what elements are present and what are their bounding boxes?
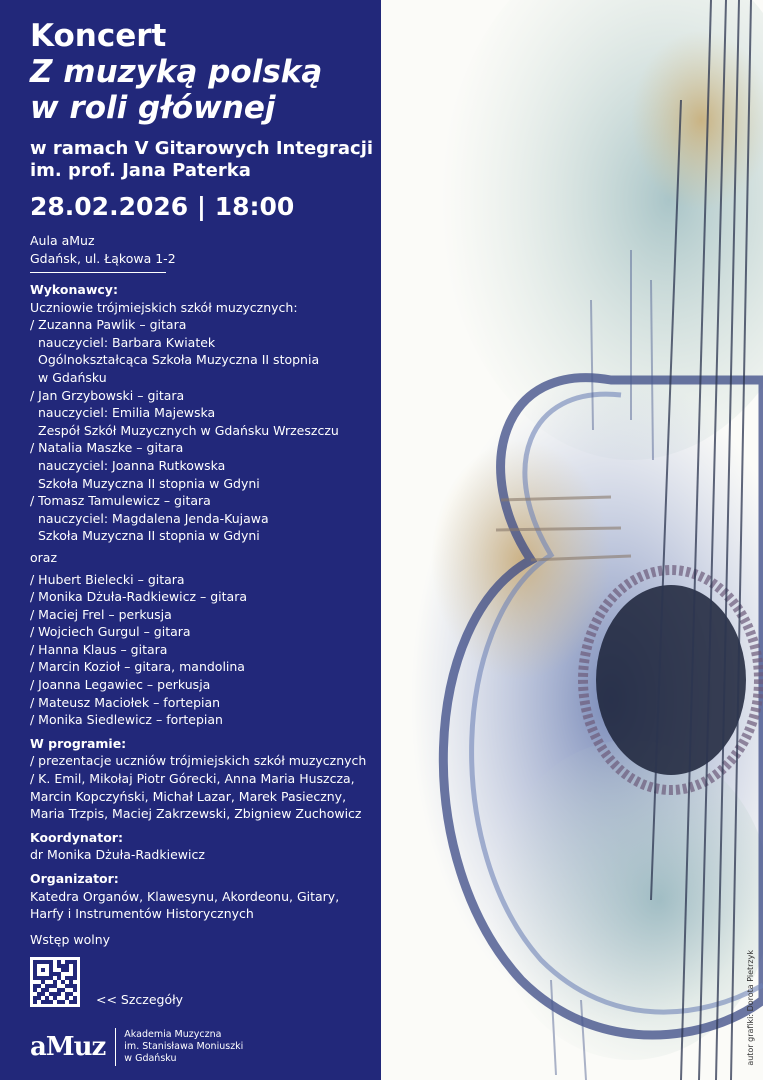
- list-item: Szkoła Muzyczna II stopnia w Gdyni: [38, 475, 260, 491]
- program-section: [30, 735, 381, 823]
- list-item: / prezentacje uczniów trójmiejskich szkół muzycznych: [30, 753, 367, 769]
- list-item: / Zuzanna Pawlik – gitara: [30, 317, 187, 333]
- academy-name: [124, 1029, 243, 1065]
- student-list: [30, 316, 381, 545]
- performers-label: Wykonawcy:: [30, 282, 118, 297]
- list-item: Zespół Szkół Muzycznych w Gdańsku Wrzeszczu: [38, 422, 339, 438]
- footer-logo: [30, 1028, 243, 1066]
- organizer-line-1: Katedra Organów, Klawesynu, Akordeonu, Gitary,: [30, 888, 340, 904]
- list-item: nauczyciel: Emilia Majewska: [38, 405, 216, 421]
- qr-module: [73, 1000, 77, 1004]
- list-item: w Gdańsku: [38, 369, 107, 385]
- list-item: / Jan Grzybowski – gitara: [30, 387, 185, 403]
- program-label: W programie:: [30, 735, 127, 751]
- list-item: / Wojciech Gurgul – gitara: [30, 624, 191, 640]
- list-item: / Hanna Klaus – gitara: [30, 641, 168, 657]
- qr-pattern: [33, 960, 77, 1004]
- organizer-section: [30, 870, 381, 923]
- qr-row: [30, 957, 183, 1007]
- performers-intro: Uczniowie trójmiejskich szkół muzycznych:: [30, 299, 298, 315]
- venue-name: Aula aMuz: [30, 233, 95, 248]
- list-item: / K. Emil, Mikołaj Piotr Górecki, Anna Maria Huszcza,: [30, 771, 355, 787]
- list-item: nauczyciel: Joanna Rutkowska: [38, 457, 226, 473]
- academy-line-2: im. Stanisława Moniuszki: [124, 1041, 244, 1052]
- organizer-label: Organizator:: [30, 871, 119, 886]
- academy-line-3: w Gdańsku: [124, 1053, 177, 1064]
- subtitle-line-2: im. prof. Jana Paterka: [30, 160, 251, 181]
- list-item: / Maciej Frel – perkusja: [30, 606, 172, 622]
- amuz-logo: aMuz: [30, 1032, 106, 1062]
- venue: [30, 232, 381, 268]
- list-item: / Monika Siedlewicz – fortepian: [30, 712, 223, 728]
- divider: [30, 272, 166, 273]
- details-link[interactable]: << Szczegóły: [96, 992, 184, 1007]
- organizer-line-2: Harfy i Instrumentów Historycznych: [30, 906, 254, 922]
- title-line-3: w roli głównej: [30, 90, 276, 126]
- event-datetime: 28.02.2026 | 18:00: [30, 192, 295, 221]
- info-panel: [0, 0, 381, 1080]
- oraz-label: oraz: [30, 549, 58, 565]
- coordinator-label: Koordynator:: [30, 829, 123, 845]
- list-item: nauczyciel: Magdalena Jenda-Kujawa: [38, 510, 269, 526]
- list-item: / Hubert Bielecki – gitara: [30, 571, 185, 587]
- list-item: / Marcin Kozioł – gitara, mandolina: [30, 659, 245, 675]
- coordinator-section: [30, 829, 381, 864]
- list-item: Ogólnokształcąca Szkoła Muzyczna II stopnia: [38, 352, 320, 368]
- artwork-credit: autor grafiki: Dorota Pietrzyk: [746, 950, 755, 1066]
- title-line-2: Z muzyką polską: [30, 54, 323, 90]
- list-item: nauczyciel: Barbara Kwiatek: [38, 334, 216, 350]
- guitar-watercolor-image: [381, 0, 763, 1080]
- list-item: / Monika Dżuła-Radkiewicz – gitara: [30, 589, 247, 605]
- list-item: Marcin Kopczyński, Michał Lazar, Marek Pasieczny,: [30, 788, 347, 804]
- list-item: / Tomasz Tamulewicz – gitara: [30, 493, 211, 509]
- logo-divider: [115, 1028, 116, 1066]
- qr-code[interactable]: [30, 957, 80, 1007]
- guitar-artwork: [381, 0, 763, 1080]
- list-item: Szkoła Muzyczna II stopnia w Gdyni: [38, 528, 260, 544]
- free-entry: Wstęp wolny: [30, 931, 111, 947]
- guest-list: [30, 571, 381, 729]
- coordinator-name: dr Monika Dżuła-Radkiewicz: [30, 847, 205, 863]
- list-item: Maria Trzpis, Maciej Zakrzewski, Zbigniew Zuchowicz: [30, 806, 362, 822]
- performers-section: [30, 281, 381, 729]
- title-line-1: Koncert: [30, 18, 167, 54]
- subtitle: [30, 138, 381, 182]
- list-item: / Mateusz Maciołek – fortepian: [30, 694, 221, 710]
- academy-line-1: Akademia Muzyczna: [124, 1029, 222, 1040]
- venue-address: Gdańsk, ul. Łąkowa 1-2: [30, 251, 176, 266]
- subtitle-line-1: w ramach V Gitarowych Integracji: [30, 138, 374, 159]
- list-item: / Natalia Maszke – gitara: [30, 440, 184, 456]
- list-item: / Joanna Legawiec – perkusja: [30, 677, 211, 693]
